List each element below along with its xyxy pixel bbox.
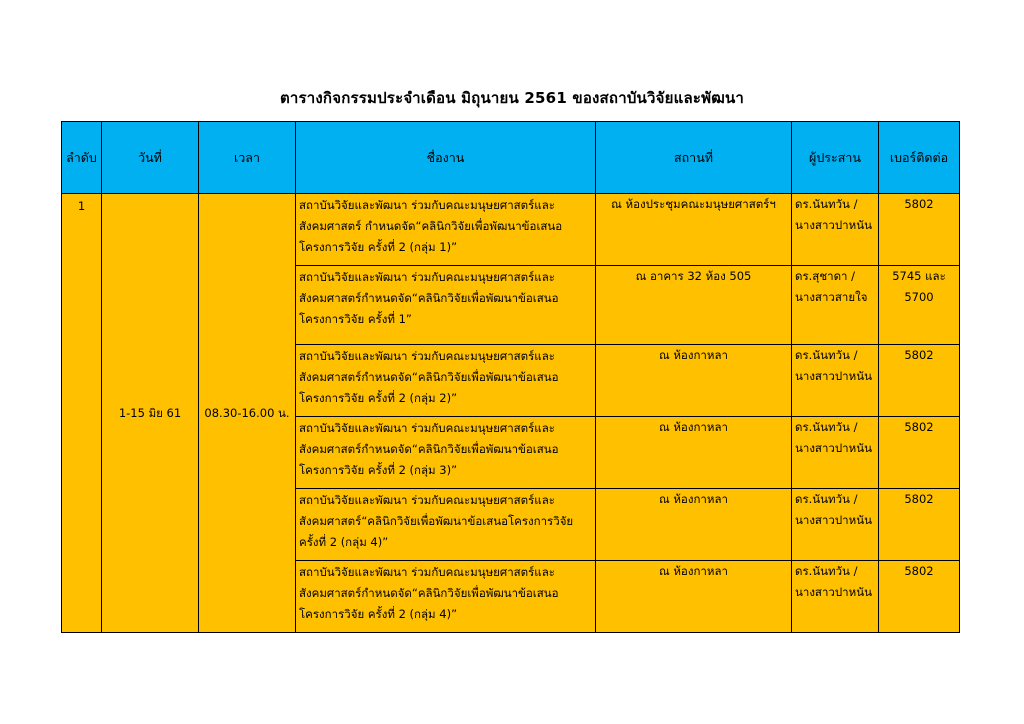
activity-name-line: โครงการวิจัย ครั้งที่ 1”: [299, 312, 412, 326]
header-time: เวลา: [199, 122, 296, 194]
cell-place: ณ อาคาร 32 ห้อง 505: [596, 266, 792, 345]
cell-coordinator: [792, 489, 879, 561]
coordinator-line: ดร.นันทวัน /: [795, 564, 858, 578]
page-title: ตารางกิจกรรมประจำเดือน มิถุนายน 2561 ของสถาบันวิจัยและพัฒนา: [279, 89, 745, 107]
activity-name-line: โครงการวิจัย ครั้งที่ 2 (กลุ่ม 1)”: [299, 240, 458, 254]
activity-name-line: สถาบันวิจัยและพัฒนา ร่วมกับคณะมนุษยศาสตร์และ: [299, 493, 555, 507]
activity-name-line: โครงการวิจัย ครั้งที่ 2 (กลุ่ม 2)”: [299, 391, 458, 405]
activity-name-line: สังคมศาสตร์กำหนดจัด“คลินิกวิจัยเพื่อพัฒนาข้อเสนอ: [299, 370, 559, 384]
coordinator-line: นางสาวปาหนัน: [795, 218, 872, 232]
activity-name-line: สังคมศาสตร์“คลินิกวิจัยเพื่อพัฒนาข้อเสนอโครงการวิจัย: [299, 514, 574, 528]
activity-name-line: โครงการวิจัย ครั้งที่ 2 (กลุ่ม 3)”: [299, 463, 458, 477]
activity-name-line: สถาบันวิจัยและพัฒนา ร่วมกับคณะมนุษยศาสตร์และ: [299, 421, 555, 435]
activity-name-line: สังคมศาสตร์ กำหนดจัด“คลินิกวิจัยเพื่อพัฒนาข้อเสนอ: [299, 219, 563, 233]
cell-coordinator: [792, 194, 879, 266]
cell-activity-name: [296, 417, 596, 489]
coordinator-line: นางสาวสายใจ: [795, 290, 868, 304]
cell-place: ณ ห้องกาหลา: [596, 489, 792, 561]
cell-phone: [879, 417, 960, 489]
header-coordinator: ผู้ประสาน: [792, 122, 879, 194]
cell-date: 1-15 มิย 61: [102, 194, 199, 633]
cell-place: ณ ห้องกาหลา: [596, 561, 792, 633]
cell-place: ณ ห้องกาหลา: [596, 417, 792, 489]
cell-activity-name: [296, 194, 596, 266]
phone-line: 5700: [904, 290, 934, 304]
coordinator-line: ดร.นันทวัน /: [795, 420, 858, 434]
cell-phone: [879, 489, 960, 561]
cell-activity-name: [296, 345, 596, 417]
cell-activity-name: [296, 489, 596, 561]
table-row: [62, 194, 960, 266]
coordinator-line: นางสาวปาหนัน: [795, 513, 872, 527]
phone-line: 5802: [904, 348, 934, 362]
activity-schedule-table: [61, 121, 960, 633]
cell-time: 08.30-16.00 น.: [199, 194, 296, 633]
coordinator-line: ดร.สุชาดา /: [795, 269, 856, 283]
activity-name-line: สถาบันวิจัยและพัฒนา ร่วมกับคณะมนุษยศาสตร์และ: [299, 198, 555, 212]
activity-name-line: โครงการวิจัย ครั้งที่ 2 (กลุ่ม 4)”: [299, 607, 458, 621]
activity-name-line: สังคมศาสตร์กำหนดจัด“คลินิกวิจัยเพื่อพัฒนาข้อเสนอ: [299, 586, 559, 600]
coordinator-line: นางสาวปาหนัน: [795, 585, 872, 599]
activity-name-line: สถาบันวิจัยและพัฒนา ร่วมกับคณะมนุษยศาสตร์และ: [299, 349, 555, 363]
header-name: ชื่องาน: [296, 122, 596, 194]
cell-place: ณ ห้องประชุมคณะมนุษยศาสตร์ฯ: [596, 194, 792, 266]
cell-phone: [879, 194, 960, 266]
phone-line: 5802: [904, 420, 934, 434]
phone-line: 5802: [904, 564, 934, 578]
activity-name-line: สถาบันวิจัยและพัฒนา ร่วมกับคณะมนุษยศาสตร์และ: [299, 565, 555, 579]
cell-coordinator: [792, 345, 879, 417]
cell-activity-name: [296, 266, 596, 345]
phone-line: 5802: [904, 197, 934, 211]
phone-line: 5745 และ: [892, 269, 946, 283]
table-header-row: [62, 122, 960, 194]
cell-no: 1: [62, 194, 102, 633]
activity-name-line: ครั้งที่ 2 (กลุ่ม 4)”: [299, 535, 389, 549]
cell-coordinator: [792, 561, 879, 633]
activity-name-line: สถาบันวิจัยและพัฒนา ร่วมกับคณะมนุษยศาสตร์และ: [299, 270, 555, 284]
cell-phone: [879, 266, 960, 345]
coordinator-line: ดร.นันทวัน /: [795, 492, 858, 506]
activity-name-line: สังคมศาสตร์กำหนดจัด“คลินิกวิจัยเพื่อพัฒนาข้อเสนอ: [299, 442, 559, 456]
table-body: [62, 194, 960, 633]
header-date: วันที่: [102, 122, 199, 194]
cell-phone: [879, 345, 960, 417]
cell-place: ณ ห้องกาหลา: [596, 345, 792, 417]
header-no: ลำดับ: [62, 122, 102, 194]
header-phone: เบอร์ติดต่อ: [879, 122, 960, 194]
cell-coordinator: [792, 417, 879, 489]
header-place: สถานที่: [596, 122, 792, 194]
cell-phone: [879, 561, 960, 633]
cell-activity-name: [296, 561, 596, 633]
activity-name-line: สังคมศาสตร์กำหนดจัด“คลินิกวิจัยเพื่อพัฒนาข้อเสนอ: [299, 291, 559, 305]
cell-coordinator: [792, 266, 879, 345]
coordinator-line: ดร.นันทวัน /: [795, 348, 858, 362]
coordinator-line: นางสาวปาหนัน: [795, 441, 872, 455]
phone-line: 5802: [904, 492, 934, 506]
coordinator-line: ดร.นันทวัน /: [795, 197, 858, 211]
coordinator-line: นางสาวปาหนัน: [795, 369, 872, 383]
